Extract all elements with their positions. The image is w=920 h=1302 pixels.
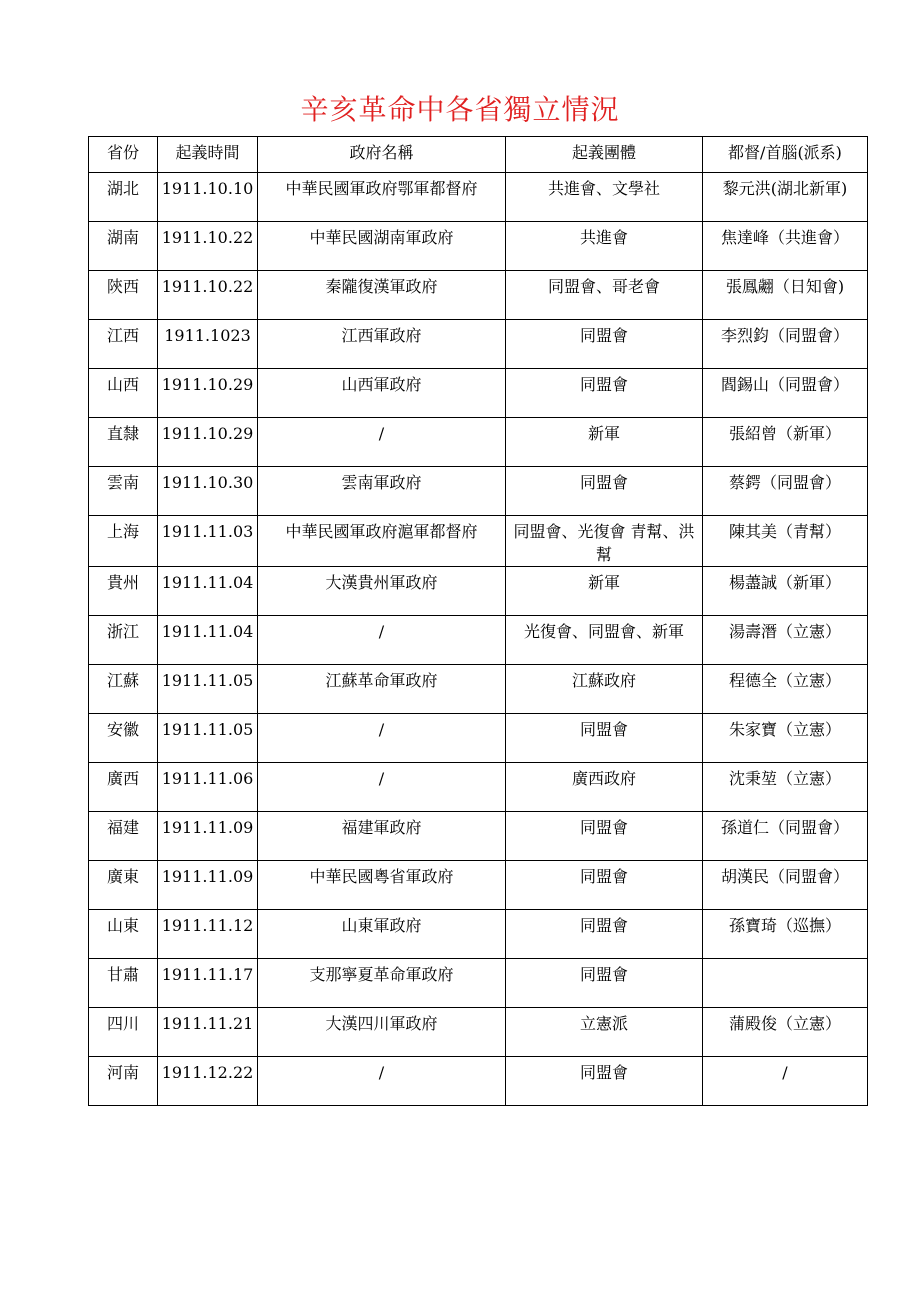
cell-groups: 同盟會 [506, 320, 703, 369]
cell-leader: 陳其美（青幫） [703, 516, 868, 567]
cell-time: 1911.11.12 [158, 910, 258, 959]
cell-groups: 光復會、同盟會、新軍 [506, 616, 703, 665]
cell-government: 中華民國軍政府鄂軍都督府 [258, 173, 506, 222]
cell-groups: 同盟會 [506, 861, 703, 910]
cell-government: 山西軍政府 [258, 369, 506, 418]
cell-government: 雲南軍政府 [258, 467, 506, 516]
cell-time: 1911.12.22 [158, 1057, 258, 1106]
cell-groups: 同盟會 [506, 714, 703, 763]
header-time: 起義時間 [158, 137, 258, 173]
cell-government: 大漢貴州軍政府 [258, 567, 506, 616]
cell-time: 1911.11.06 [158, 763, 258, 812]
cell-province: 上海 [89, 516, 158, 567]
cell-groups: 新軍 [506, 567, 703, 616]
cell-groups: 同盟會 [506, 369, 703, 418]
cell-province: 甘肅 [89, 959, 158, 1008]
table-row [89, 222, 868, 271]
cell-time: 1911.11.17 [158, 959, 258, 1008]
cell-government: / [258, 1057, 506, 1106]
cell-groups: 同盟會 [506, 467, 703, 516]
cell-province: 廣東 [89, 861, 158, 910]
cell-province: 陝西 [89, 271, 158, 320]
table-row [89, 714, 868, 763]
cell-time: 1911.11.03 [158, 516, 258, 567]
cell-time: 1911.11.04 [158, 567, 258, 616]
cell-groups: 同盟會 [506, 959, 703, 1008]
header-government: 政府名稱 [258, 137, 506, 173]
cell-leader: 湯壽潛（立憲） [703, 616, 868, 665]
cell-groups: 同盟會、哥老會 [506, 271, 703, 320]
cell-province: 河南 [89, 1057, 158, 1106]
cell-province: 雲南 [89, 467, 158, 516]
table-row [89, 418, 868, 467]
cell-government: 福建軍政府 [258, 812, 506, 861]
cell-groups: 同盟會 [506, 812, 703, 861]
cell-government: 中華民國粵省軍政府 [258, 861, 506, 910]
cell-leader: 李烈鈞（同盟會） [703, 320, 868, 369]
cell-province: 福建 [89, 812, 158, 861]
cell-province: 貴州 [89, 567, 158, 616]
cell-province: 湖北 [89, 173, 158, 222]
cell-province: 浙江 [89, 616, 158, 665]
cell-government: / [258, 616, 506, 665]
cell-province: 江蘇 [89, 665, 158, 714]
cell-province: 四川 [89, 1008, 158, 1057]
table-row [89, 320, 868, 369]
table-row [89, 763, 868, 812]
cell-leader: 蔡鍔（同盟會） [703, 467, 868, 516]
cell-government: 中華民國軍政府滬軍都督府 [258, 516, 506, 567]
cell-time: 1911.10.10 [158, 173, 258, 222]
cell-time: 1911.11.09 [158, 812, 258, 861]
cell-leader [703, 959, 868, 1008]
cell-government: 山東軍政府 [258, 910, 506, 959]
cell-leader: 朱家寶（立憲） [703, 714, 868, 763]
provinces-table [88, 136, 868, 1106]
cell-leader: 蒲殿俊（立憲） [703, 1008, 868, 1057]
cell-government: 江西軍政府 [258, 320, 506, 369]
cell-leader: 張紹曾（新軍） [703, 418, 868, 467]
cell-time: 1911.11.05 [158, 665, 258, 714]
table-row [89, 173, 868, 222]
cell-time: 1911.10.22 [158, 222, 258, 271]
header-leader: 都督/首腦(派系) [703, 137, 868, 173]
cell-leader: 張鳳翽（日知會) [703, 271, 868, 320]
cell-time: 1911.11.21 [158, 1008, 258, 1057]
table-row [89, 616, 868, 665]
cell-province: 直隸 [89, 418, 158, 467]
table-row [89, 665, 868, 714]
cell-groups: 共進會、文學社 [506, 173, 703, 222]
cell-province: 安徽 [89, 714, 158, 763]
table-row [89, 861, 868, 910]
cell-government: / [258, 714, 506, 763]
cell-leader: 楊藎誠（新軍） [703, 567, 868, 616]
cell-province: 湖南 [89, 222, 158, 271]
cell-time: 1911.11.05 [158, 714, 258, 763]
cell-groups: 同盟會、光復會 青幫、洪幫 [506, 516, 703, 567]
cell-province: 山東 [89, 910, 158, 959]
table-row [89, 467, 868, 516]
cell-government: / [258, 763, 506, 812]
cell-province: 山西 [89, 369, 158, 418]
cell-time: 1911.10.30 [158, 467, 258, 516]
cell-government: 江蘇革命軍政府 [258, 665, 506, 714]
cell-groups: 同盟會 [506, 910, 703, 959]
cell-groups: 立憲派 [506, 1008, 703, 1057]
cell-leader: 沈秉堃（立憲） [703, 763, 868, 812]
table-row [89, 1008, 868, 1057]
table-row [89, 812, 868, 861]
cell-government: 大漢四川軍政府 [258, 1008, 506, 1057]
table-row [89, 1057, 868, 1106]
cell-time: 1911.10.29 [158, 418, 258, 467]
cell-government: / [258, 418, 506, 467]
cell-leader: 程德全（立憲） [703, 665, 868, 714]
table-row [89, 959, 868, 1008]
cell-government: 秦隴復漢軍政府 [258, 271, 506, 320]
cell-time: 1911.10.29 [158, 369, 258, 418]
cell-time: 1911.10.22 [158, 271, 258, 320]
cell-leader: 孫道仁（同盟會） [703, 812, 868, 861]
cell-time: 1911.11.09 [158, 861, 258, 910]
cell-groups: 共進會 [506, 222, 703, 271]
cell-leader: 胡漢民（同盟會） [703, 861, 868, 910]
table-row [89, 516, 868, 567]
cell-leader: 閻錫山（同盟會） [703, 369, 868, 418]
cell-groups: 江蘇政府 [506, 665, 703, 714]
cell-time: 1911.11.04 [158, 616, 258, 665]
table-row [89, 910, 868, 959]
cell-groups: 廣西政府 [506, 763, 703, 812]
cell-government: 中華民國湖南軍政府 [258, 222, 506, 271]
header-province: 省份 [89, 137, 158, 173]
cell-government: 支那寧夏革命軍政府 [258, 959, 506, 1008]
cell-leader: 黎元洪(湖北新軍) [703, 173, 868, 222]
table-header-row [89, 137, 868, 173]
cell-leader: 孫寶琦（巡撫） [703, 910, 868, 959]
cell-groups: 同盟會 [506, 1057, 703, 1106]
cell-leader: / [703, 1057, 868, 1106]
table-row [89, 369, 868, 418]
cell-leader: 焦達峰（共進會） [703, 222, 868, 271]
cell-province: 江西 [89, 320, 158, 369]
cell-province: 廣西 [89, 763, 158, 812]
header-groups: 起義團體 [506, 137, 703, 173]
cell-groups: 新軍 [506, 418, 703, 467]
table-row [89, 271, 868, 320]
cell-time: 1911.1023 [158, 320, 258, 369]
table-row [89, 567, 868, 616]
page-title: 辛亥革命中各省獨立情況 [300, 93, 620, 126]
